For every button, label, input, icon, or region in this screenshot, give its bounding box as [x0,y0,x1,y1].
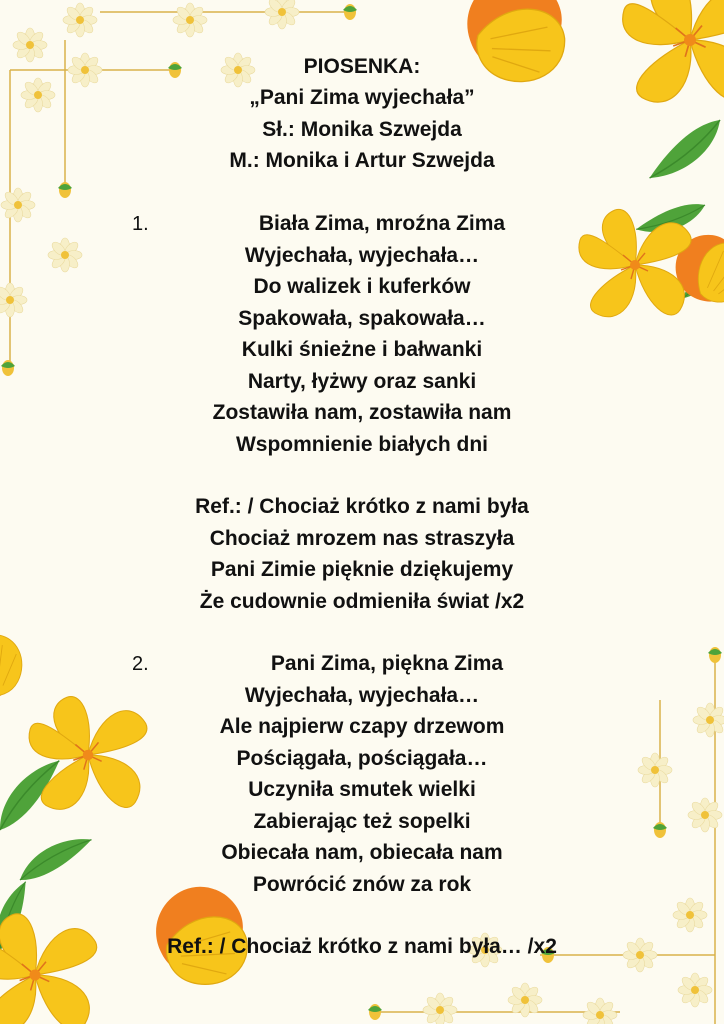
verse-1-line: Wyjechała, wyjechała… [244,244,480,267]
refrain-line: Chociaż mrozem nas straszyła [209,527,515,550]
verse-2-line: Obiecała nam, obiecała nam [221,841,503,864]
verse-1-line: Biała Zima, mroźna Zima [258,212,506,235]
verse-2-line: Uczyniła smutek wielki [248,778,476,801]
refrain-line: Że cudownie odmieniła świat /x2 [199,590,525,613]
verse-2-line: Pościągała, pościągała… [236,747,488,770]
verse-2-line: Wyjechała, wyjechała… [244,684,480,707]
verse-2-line: Pani Zima, piękna Zima [270,652,504,675]
verse-2-line: Powrócić znów za rok [252,873,472,896]
verse-2-line: Zabierając też sopelki [253,810,471,833]
verse-1-line: Kulki śnieżne i bałwanki [241,338,483,361]
verse-1-line: Zostawiła nam, zostawiła nam [212,401,512,424]
verse-1-line: Wspomnienie białych dni [235,433,489,456]
verse-2-line: Ale najpierw czapy drzewom [219,715,505,738]
song-title: „Pani Zima wyjechała” [249,86,475,109]
music-credit: M.: Monika i Artur Szwejda [229,149,495,172]
refrain-line: Ref.: / Chociaż krótko z nami była [195,495,529,518]
song-label: PIOSENKA: [303,55,421,78]
refrain-line: Pani Zimie pięknie dziękujemy [210,558,514,581]
lyrics-credit: Sł.: Monika Szwejda [262,118,462,141]
verse-1-line: Narty, łyżwy oraz sanki [247,370,477,393]
verse-1-number: 1. [132,213,149,235]
verse-2-number: 2. [132,653,149,675]
final-refrain-line: Ref.: / Chociaż krótko z nami była… /x2 [167,935,557,958]
verse-1-line: Do walizek i kuferków [253,275,471,298]
verse-1-line: Spakowała, spakowała… [238,307,486,330]
